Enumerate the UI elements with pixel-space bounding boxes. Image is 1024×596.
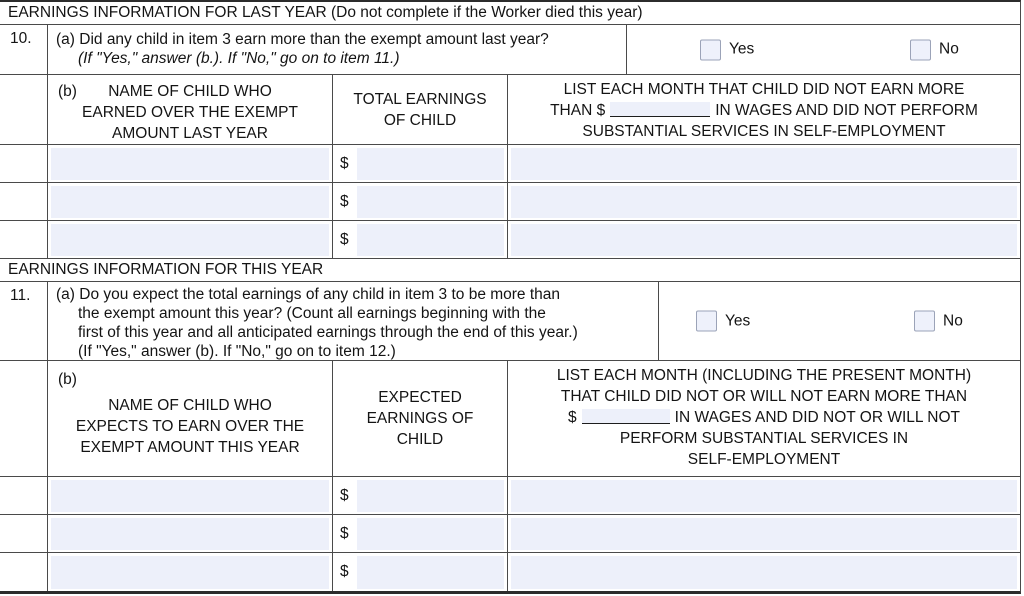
row-number-spacer [0, 145, 48, 182]
months-cell [508, 145, 1020, 182]
child-name-cell [48, 221, 333, 258]
row-number-spacer [0, 183, 48, 220]
months-cell [508, 221, 1020, 258]
name-header-line: NAME OF CHILD WHO [108, 397, 272, 414]
months-header-line [508, 407, 1020, 428]
child-name-input[interactable] [51, 556, 329, 589]
item-11a-question-line1: (a) Do you expect the total earnings of any child in item 3 to be more than [56, 286, 561, 303]
months-cell [508, 183, 1020, 220]
item-11a-question-line4: (If "Yes," answer (b). If "No," go on to item 12.) [78, 343, 396, 360]
item-10b-earnings-column-header [333, 75, 508, 144]
item-10a-question-line1: (a) Did any child in item 3 earn more than the exempt amount last year? [56, 31, 549, 48]
child-name-input[interactable] [51, 518, 329, 550]
item-11a-yes-option[interactable] [696, 311, 750, 332]
earnings-header-line: EXPECTED [378, 389, 462, 406]
item-11-number: 11. [0, 282, 48, 360]
child-name-cell [48, 477, 333, 514]
name-header-line: EARNED OVER THE EXEMPT [82, 104, 298, 121]
earnings-header-line: TOTAL EARNINGS [353, 90, 487, 108]
table-row [0, 145, 1020, 183]
row-number-spacer [0, 553, 48, 591]
table-row [0, 183, 1020, 221]
item-11a-yes-label: Yes [725, 312, 751, 329]
earnings-cell [333, 183, 508, 220]
item-10b-name-column-header [48, 75, 333, 144]
dollar-sign: $ [340, 524, 349, 542]
item-10a-question [48, 25, 627, 74]
dollar-sign: $ [340, 192, 349, 210]
name-header-line: EXEMPT AMOUNT THIS YEAR [80, 439, 300, 456]
months-header-line: LIST EACH MONTH (INCLUDING THE PRESENT MONTH) [556, 367, 972, 384]
item-10-number: 10. [0, 25, 48, 74]
earnings-header-line: EARNINGS OF [366, 410, 474, 427]
child-name-cell [48, 145, 333, 182]
months-header-pre: $ [568, 409, 577, 426]
item-11b-number-spacer [0, 361, 48, 476]
earnings-input[interactable] [357, 480, 504, 512]
earnings-input[interactable] [357, 224, 504, 256]
child-name-input[interactable] [51, 480, 329, 512]
months-header-line: THAT CHILD DID NOT OR WILL NOT EARN MORE THAN [560, 388, 968, 405]
item-10b-number-spacer [0, 75, 48, 144]
section-header-this-year [0, 259, 1020, 282]
section-header-last-year-text: EARNINGS INFORMATION FOR LAST YEAR (Do not complete if the Worker died this year) [8, 4, 643, 21]
name-header-line: AMOUNT LAST YEAR [112, 125, 268, 142]
child-name-input[interactable] [51, 224, 329, 256]
item-11a-question-line3: first of this year and all anticipated earnings through the end of this year.) [78, 324, 578, 341]
section-header-this-year-text: EARNINGS INFORMATION FOR THIS YEAR [8, 261, 324, 278]
item-10b-header-row [0, 75, 1020, 145]
dollar-sign: $ [340, 230, 349, 248]
row-number-spacer [0, 221, 48, 258]
item-10b-label: (b) [58, 83, 77, 100]
months-header-line: PERFORM SUBSTANTIAL SERVICES IN [619, 430, 909, 447]
months-header-post: IN WAGES AND DID NOT OR WILL NOT [674, 409, 960, 426]
item-10a-row [0, 25, 1020, 75]
table-row [0, 477, 1020, 515]
item-11a-answer-area [659, 282, 1020, 360]
item-11b-months-column-header [508, 361, 1020, 476]
item-11a-no-label: No [943, 312, 963, 329]
table-row [0, 515, 1020, 553]
months-input[interactable] [511, 148, 1017, 180]
item-11a-row [0, 282, 1020, 361]
months-cell [508, 477, 1020, 514]
item-10-exempt-amount-field[interactable] [610, 102, 710, 117]
months-input[interactable] [511, 224, 1017, 256]
months-header-post: IN WAGES AND DID NOT PERFORM [715, 102, 978, 119]
earnings-header-line: CHILD [396, 431, 444, 448]
item-11b-name-column-header [48, 361, 333, 476]
child-name-input[interactable] [51, 186, 329, 218]
item-10a-yes-checkbox[interactable] [700, 39, 721, 60]
earnings-cell [333, 477, 508, 514]
earnings-input[interactable] [357, 186, 504, 218]
months-header-line [508, 100, 1020, 121]
dollar-sign: $ [340, 563, 349, 580]
item-11a-no-option[interactable] [914, 311, 963, 332]
item-11b-header-row [0, 361, 1020, 477]
table-row [0, 553, 1020, 591]
months-input[interactable] [511, 186, 1017, 218]
name-header-lines [48, 395, 332, 458]
earnings-input[interactable] [357, 556, 504, 589]
item-10a-yes-option[interactable] [700, 39, 754, 60]
child-name-cell [48, 553, 333, 591]
child-name-input[interactable] [51, 148, 329, 180]
item-10a-no-option[interactable] [910, 39, 959, 60]
earnings-cell [333, 145, 508, 182]
dollar-sign: $ [340, 486, 349, 504]
child-name-cell [48, 183, 333, 220]
months-header-pre: THAN $ [550, 102, 606, 119]
months-header-line: LIST EACH MONTH THAT CHILD DID NOT EARN MORE [563, 81, 965, 98]
row-number-spacer [0, 515, 48, 552]
months-cell [508, 553, 1020, 591]
item-10a-question-line2: (If "Yes," answer (b.). If "No," go on to item 11.) [78, 50, 400, 67]
item-11b-label: (b) [58, 371, 77, 388]
months-header-line: SELF-EMPLOYMENT [687, 451, 841, 468]
item-11a-question-line2: the exempt amount this year? (Count all earnings beginning with the [78, 305, 546, 322]
child-name-cell [48, 515, 333, 552]
name-header-line: NAME OF CHILD WHO [108, 83, 272, 100]
earnings-input[interactable] [357, 148, 504, 180]
dollar-sign: $ [340, 154, 349, 172]
row-number-spacer [0, 477, 48, 514]
months-input[interactable] [511, 518, 1017, 550]
earnings-input[interactable] [357, 518, 504, 550]
earnings-cell [333, 221, 508, 258]
item-11a-no-checkbox[interactable] [914, 311, 935, 332]
item-11b-earnings-column-header [333, 361, 508, 476]
item-11-exempt-amount-field[interactable] [582, 409, 670, 424]
item-10a-no-checkbox[interactable] [910, 39, 931, 60]
item-11a-question [48, 282, 659, 360]
item-10b-months-column-header [508, 75, 1020, 144]
months-cell [508, 515, 1020, 552]
months-input[interactable] [511, 556, 1017, 589]
earnings-cell [333, 515, 508, 552]
item-10a-yes-label: Yes [729, 40, 755, 58]
item-10a-answer-area [627, 25, 1020, 74]
item-11a-yes-checkbox[interactable] [696, 311, 717, 332]
earnings-header-line: OF CHILD [383, 111, 457, 129]
name-header-line: EXPECTS TO EARN OVER THE [75, 418, 305, 435]
section-header-last-year [0, 2, 1020, 25]
earnings-cell [333, 553, 508, 591]
months-header-line: SUBSTANTIAL SERVICES IN SELF-EMPLOYMENT [582, 123, 946, 140]
item-10a-no-label: No [939, 40, 959, 58]
months-input[interactable] [511, 480, 1017, 512]
table-row [0, 221, 1020, 259]
